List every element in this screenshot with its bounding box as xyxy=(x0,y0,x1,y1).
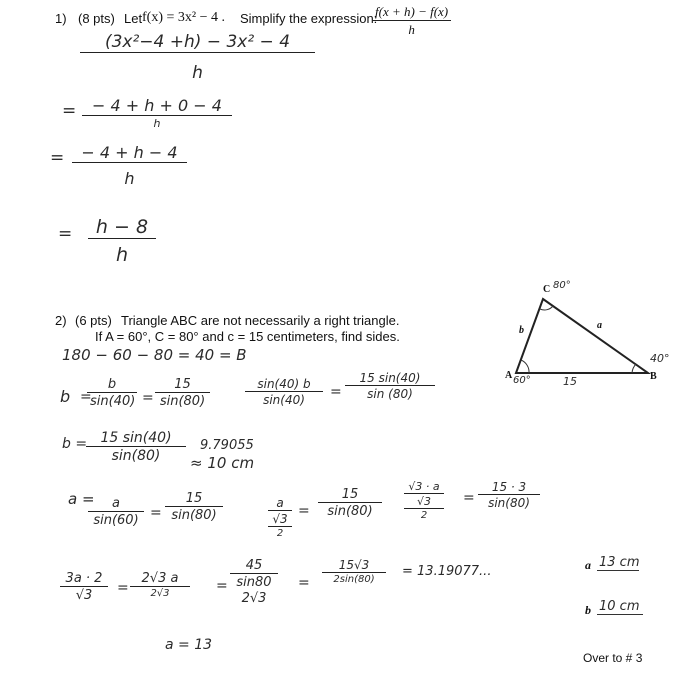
problem1-points: (8 pts) xyxy=(78,11,115,26)
p2-b-frac4 xyxy=(345,371,435,401)
answer-a-value: 13 cm xyxy=(599,555,640,570)
p1-step2-eq: = xyxy=(62,101,77,121)
p2-b-frac3-den: sin(40) xyxy=(245,391,323,407)
p2-a-frac3-num: a xyxy=(276,496,284,510)
p2-b-frac1 xyxy=(87,377,137,409)
p2-b-frac4-den: sin (80) xyxy=(345,385,435,401)
problem1-let: Let xyxy=(124,11,143,26)
p2-b-approx: ≈ 10 cm xyxy=(190,454,255,472)
p2-angle-line: 180 − 60 − 80 = 40 = B xyxy=(62,346,247,364)
p1-step4-num: h − 8 xyxy=(95,216,149,238)
vertex-label-A: A xyxy=(505,370,513,381)
p2-a-frac3 xyxy=(268,496,292,539)
p1-step3 xyxy=(72,143,187,188)
expression-numerator: f(x + h) − f(x) xyxy=(375,4,449,19)
expression-denominator: h xyxy=(372,20,451,38)
p2-a-frac3-den-top: √3 xyxy=(268,510,292,526)
p2-b-frac1-den: sin(40) xyxy=(87,392,137,409)
p2-b-eq: = xyxy=(80,389,92,405)
answer-a-label: a xyxy=(585,558,591,572)
p1-step2-den: h xyxy=(82,115,232,130)
p2-r3-eq3: = xyxy=(298,575,310,591)
p2-b-frac1-num: b xyxy=(107,377,117,392)
p2-r3-frac4-num: 15√3 xyxy=(338,558,370,572)
problem1-number: 1) xyxy=(55,11,67,26)
p1-step4-den: h xyxy=(88,238,156,266)
p2-a-lhs: a = xyxy=(68,490,95,508)
p1-step3-den: h xyxy=(72,162,187,188)
p2-a-eq1: = xyxy=(150,505,162,521)
p2-a-frac2-den: sin(80) xyxy=(165,506,223,523)
p1-step4-eq: = xyxy=(58,224,73,244)
p2-b-frac2-den: sin(80) xyxy=(155,392,210,409)
triangle-outline xyxy=(516,299,648,373)
p2-r3-frac3-den-bot: 2√3 xyxy=(241,591,267,606)
problem1-function: f(x) = 3x² − 4 . xyxy=(142,10,225,25)
p2-a-frac2 xyxy=(165,491,223,523)
p2-a-frac6-den: sin(80) xyxy=(478,494,540,510)
p2-r3-frac2-num: 2√3 a xyxy=(141,571,179,586)
vertex-label-B: B xyxy=(650,371,657,382)
p2-r3-frac1-den: √3 xyxy=(60,586,108,603)
p2-a-frac5-num: √3 · a xyxy=(408,480,440,493)
problem1-expression xyxy=(372,4,451,38)
p2-a-frac4-den: sin(80) xyxy=(318,502,382,519)
p1-step2 xyxy=(82,96,232,130)
problem2-number: 2) xyxy=(55,313,67,328)
p2-a-eq2: = xyxy=(298,503,310,519)
p2-a-frac3-den-bot: 2 xyxy=(268,526,292,539)
p2-a-frac5-den-top: √3 xyxy=(404,493,444,508)
problem2-line2: If A = 60°, C = 80° and c = 15 centimeters, find sides. xyxy=(95,329,400,344)
p2-r3-frac1 xyxy=(60,571,108,603)
p2-a-frac1-num: a xyxy=(112,496,120,511)
angle-label-A: 60° xyxy=(513,375,531,386)
side-label-b: b xyxy=(519,325,524,336)
side-label-a: a xyxy=(597,320,602,331)
p2-b-final-num: 15 sin(40) xyxy=(100,430,172,446)
p2-b-frac4-num: 15 sin(40) xyxy=(359,371,421,385)
p2-r3-frac1-num: 3a · 2 xyxy=(65,571,103,586)
p2-b-frac3-num: sin(40) b xyxy=(257,377,311,391)
p2-a-frac6 xyxy=(478,480,540,510)
p2-r3-eq2: = xyxy=(216,578,228,594)
p2-r3-frac3-num: 45 xyxy=(245,558,263,573)
angle-arc-B xyxy=(632,364,636,373)
angle-arc-C xyxy=(540,306,553,310)
p2-a-result: a = 13 xyxy=(165,637,213,653)
angle-arc-A xyxy=(521,360,529,373)
p2-a-frac1-den: sin(60) xyxy=(88,511,144,528)
footer-note: Over to # 3 xyxy=(583,651,643,665)
p2-b-frac2 xyxy=(155,377,210,409)
problem2-points: (6 pts) xyxy=(75,313,112,328)
p2-r3-frac3-den-top: sin80 xyxy=(230,573,278,590)
side-label-c: 15 xyxy=(563,375,577,388)
p2-a-frac5 xyxy=(404,480,444,521)
p2-r3-frac4-den: 2sin(80) xyxy=(322,572,386,585)
p2-r3-frac3 xyxy=(230,558,278,606)
p2-a-frac2-num: 15 xyxy=(185,491,203,506)
vertex-label-C: C xyxy=(543,284,551,295)
answer-b-label: b xyxy=(585,603,591,617)
p1-step3-num: − 4 + h − 4 xyxy=(81,143,178,162)
p2-r3-eq1: = xyxy=(117,580,129,596)
p2-b-lhs: b xyxy=(60,387,71,406)
p2-b-final-lhs: b = xyxy=(62,436,88,452)
answer-b-value: 10 cm xyxy=(597,599,643,615)
p2-r3-decimal: = 13.19077... xyxy=(402,564,492,579)
p2-b-final-den: sin(80) xyxy=(86,446,186,464)
p1-step1-den: h xyxy=(80,52,315,83)
p2-a-frac4 xyxy=(318,487,382,519)
p2-a-frac5-den-bot: 2 xyxy=(404,508,444,521)
p2-b-frac3 xyxy=(245,377,323,407)
p2-a-eq3: = xyxy=(463,490,475,506)
p2-r3-frac2 xyxy=(130,571,190,599)
p2-r3-frac2-den: 2√3 xyxy=(130,586,190,599)
p2-b-eq3: = xyxy=(330,384,342,400)
p2-a-frac6-num: 15 · 3 xyxy=(491,480,527,494)
p1-step1-num: (3x²−4 +h) − 3x² − 4 xyxy=(104,32,291,52)
p2-a-frac4-num: 15 xyxy=(341,487,359,502)
p1-step1 xyxy=(80,32,315,83)
problem1-instruction: Simplify the expression: xyxy=(240,11,378,26)
p2-b-frac2-num: 15 xyxy=(174,377,191,392)
problem2-line1: Triangle ABC are not necessarily a right triangle. xyxy=(121,313,400,328)
p2-b-eq2: = xyxy=(142,390,154,406)
p2-b-decimal: 9.79055 xyxy=(200,438,254,453)
angle-label-B: 40° xyxy=(650,352,670,365)
p1-step2-num: − 4 + h + 0 − 4 xyxy=(92,96,222,115)
p2-r3-frac4 xyxy=(322,558,386,585)
p2-a-frac1 xyxy=(88,496,144,528)
p2-b-final-frac xyxy=(86,430,186,464)
p1-step4 xyxy=(88,216,156,266)
angle-label-C: 80° xyxy=(553,280,571,291)
p1-step3-eq: = xyxy=(50,148,65,168)
